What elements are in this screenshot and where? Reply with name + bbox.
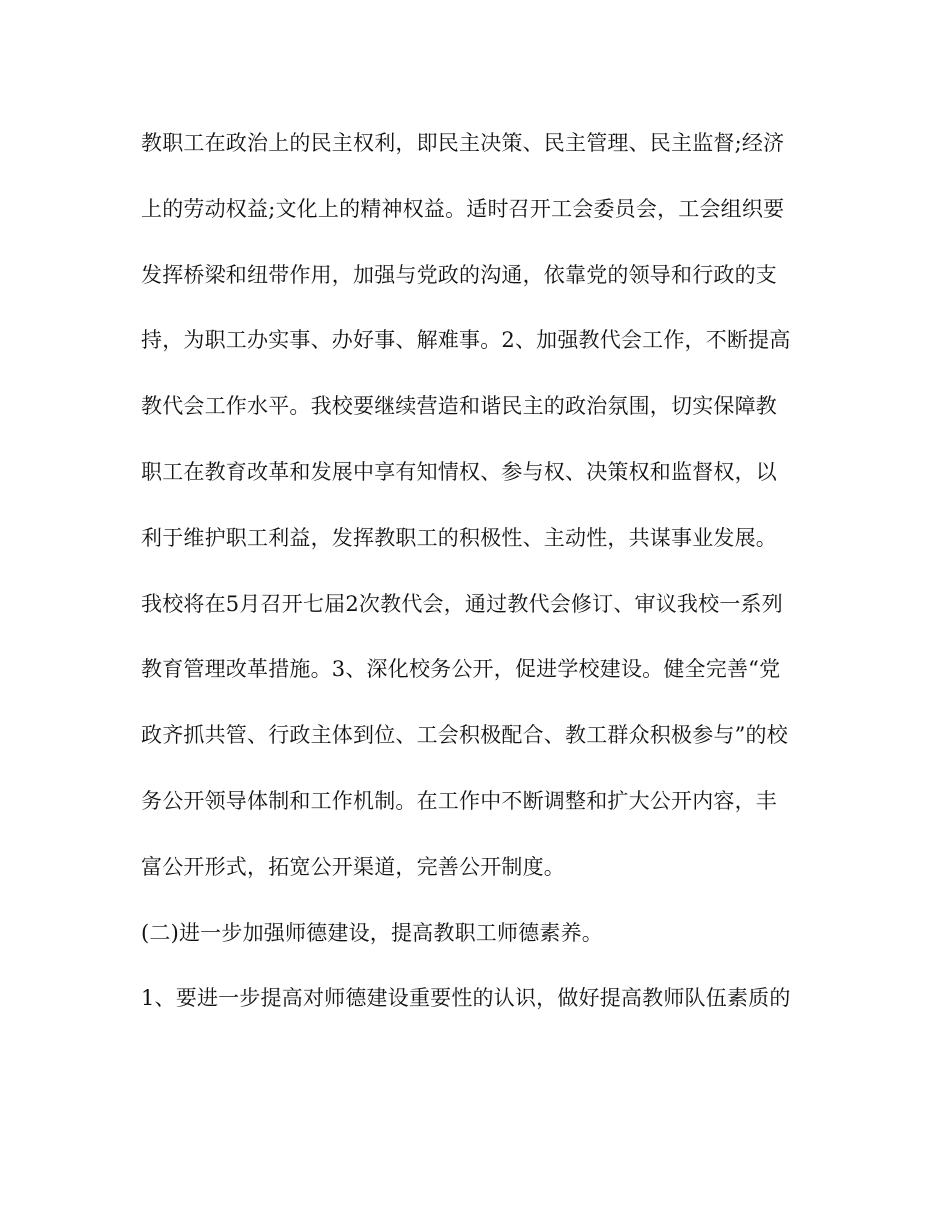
text-line: 教职工在政治上的民主权利，即民主决策、民主管理、民主监督;经济 bbox=[141, 131, 785, 155]
text-line: 政齐抓共管、行政主体到位、工会积极配合、教工群众积极参与”的校 bbox=[141, 723, 788, 748]
document-body bbox=[141, 118, 821, 1039]
section-heading: (二)进一步加强师德建设，提高教职工师德素养。 bbox=[141, 920, 603, 945]
text-line: 教代会工作水平。我校要继续营造和谐民主的政治氛围，切实保障教 bbox=[141, 394, 777, 419]
text-line: 教育管理改革措施。3、深化校务公开，促进学校建设。健全完善“党 bbox=[141, 657, 781, 682]
text-line: 发挥桥梁和纽带作用，加强与党政的沟通，依靠党的领导和行政的支 bbox=[141, 262, 777, 287]
text-line: 持，为职工办实事、办好事、解难事。2、加强教代会工作，不断提高 bbox=[141, 328, 791, 353]
text-line: 务公开领导体制和工作机制。在工作中不断调整和扩大公开内容，丰 bbox=[141, 788, 777, 813]
text-line: 利于维护职工利益，发挥教职工的积极性、主动性，共谋事业发展。 bbox=[141, 525, 777, 550]
text-line: 1、要进一步提高对师德建设重要性的认识，做好提高教师队伍素质的 bbox=[141, 986, 791, 1011]
text-line: 上的劳动权益;文化上的精神权益。适时召开工会委员会，工会组织要 bbox=[141, 196, 785, 221]
text-line: 富公开形式，拓宽公开渠道，完善公开制度。 bbox=[141, 854, 565, 879]
text-line: 我校将在5月召开七届2次教代会，通过教代会修订、审议我校一系列 bbox=[141, 591, 783, 616]
text-line: 职工在教育改革和发展中享有知情权、参与权、决策权和监督权，以 bbox=[141, 459, 777, 484]
